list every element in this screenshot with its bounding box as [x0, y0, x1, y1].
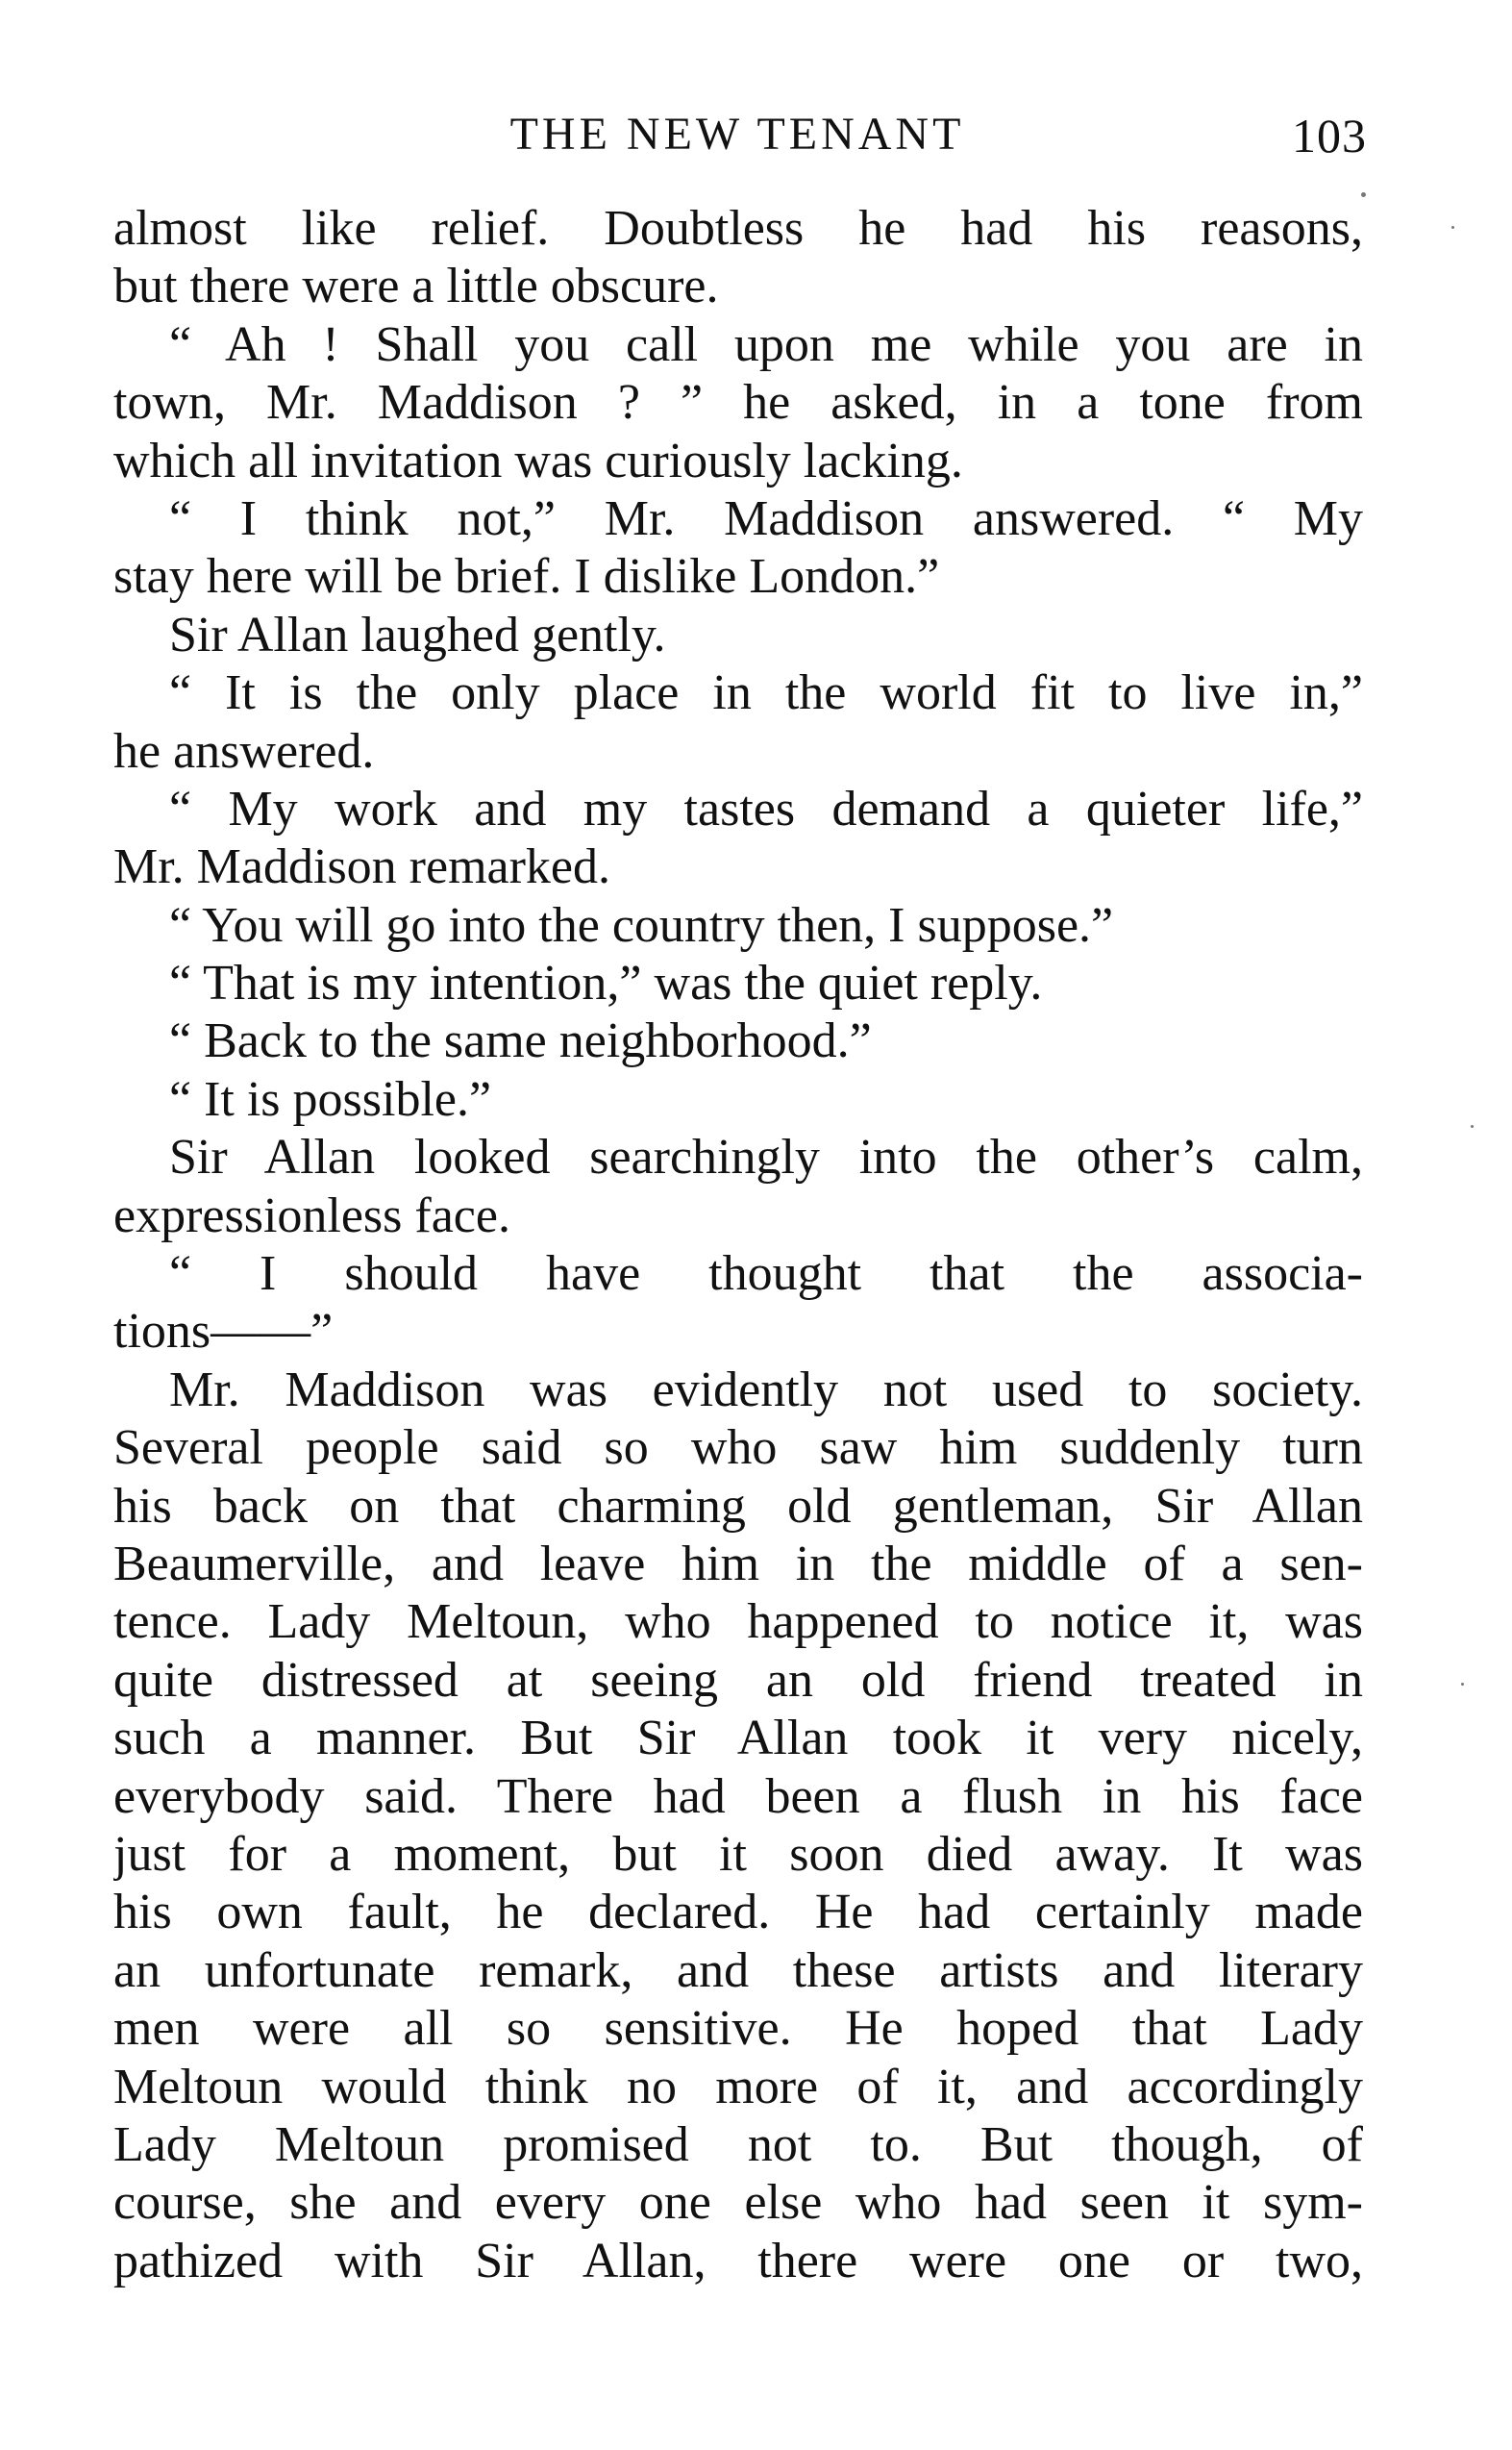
text-line: “ Ah ! Shall you call upon me while you are in: [169, 316, 1363, 372]
text-line: “ You will go into the country then, I suppose.”: [169, 897, 1114, 953]
text-line: “ My work and my tastes demand a quieter life,”: [169, 781, 1363, 837]
text-line: course, she and every one else who had seen it sym-: [113, 2175, 1363, 2231]
scan-speck: [1461, 1683, 1464, 1686]
text-line: Mr. Maddison was evidently not used to society.: [169, 1362, 1363, 1417]
scan-speck: [1471, 1125, 1474, 1128]
running-title: THE NEW TENANT: [509, 109, 965, 160]
scan-speck: [1451, 226, 1454, 229]
text-line: tence. Lady Meltoun, who happened to notice it, was: [113, 1594, 1363, 1650]
text-line: “ I should have thought that the associa-: [169, 1246, 1363, 1302]
text-line: stay here will be brief. I dislike London.”: [113, 549, 940, 605]
text-line: Several people said so who saw him suddenly turn: [113, 1420, 1363, 1476]
text-line: town, Mr. Maddison ? ” he asked, in a tone from: [113, 375, 1363, 431]
text-line: “ It is the only place in the world fit to live in,”: [169, 665, 1363, 721]
page-header: [108, 108, 1367, 175]
text-line: he answered.: [113, 723, 375, 779]
text-line: just for a moment, but it soon died away. It was: [113, 1826, 1363, 1882]
text-line: Lady Meltoun promised not to. But though, of: [113, 2116, 1363, 2172]
text-line: expressionless face.: [113, 1188, 510, 1243]
page-number: 103: [1292, 109, 1367, 162]
text-line: men were all so sensitive. He hoped that Lady: [113, 2001, 1363, 2057]
text-line: “ I think not,” Mr. Maddison answered. “ My: [169, 490, 1363, 546]
text-line: everybody said. There had been a flush in his face: [113, 1768, 1363, 1824]
text-line: which all invitation was curiously lacking.: [113, 433, 963, 488]
text-line: Mr. Maddison remarked.: [113, 839, 611, 895]
text-line: “ Back to the same neighborhood.”: [169, 1013, 872, 1069]
text-line: quite distressed at seeing an old friend treated in: [113, 1652, 1363, 1708]
text-line: an unfortunate remark, and these artists and literary: [113, 1942, 1363, 1998]
scan-speck: [1361, 192, 1366, 197]
text-line: “ It is possible.”: [169, 1071, 492, 1127]
text-line: Meltoun would think no more of it, and accordingly: [113, 2059, 1363, 2114]
text-line: his own fault, he declared. He had certainly made: [113, 1885, 1363, 1940]
text-line: but there were a little obscure.: [113, 259, 719, 314]
text-line: his back on that charming old gentleman, Sir Allan: [113, 1478, 1363, 1534]
text-line: Sir Allan laughed gently.: [169, 607, 666, 662]
text-line: tions——”: [113, 1304, 334, 1360]
text-line: almost like relief. Doubtless he had his reasons,: [113, 201, 1363, 256]
text-line: such a manner. But Sir Allan took it very nicely,: [113, 1711, 1363, 1766]
text-line: pathized with Sir Allan, there were one or two,: [113, 2233, 1363, 2288]
text-line: “ That is my intention,” was the quiet reply.: [169, 956, 1043, 1012]
text-line: Beaumerville, and leave him in the middle of a sen-: [113, 1536, 1363, 1591]
body-text: [113, 200, 1363, 2290]
text-line: Sir Allan looked searchingly into the other’s calm,: [169, 1130, 1363, 1186]
